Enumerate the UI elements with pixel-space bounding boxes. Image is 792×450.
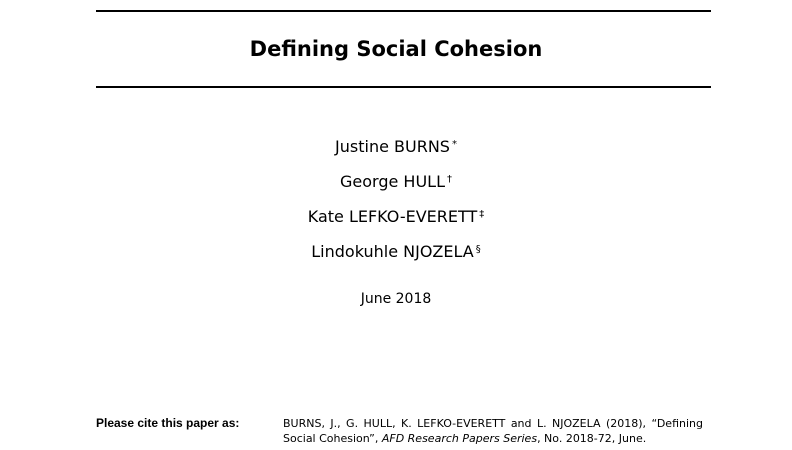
citation-text-part1: BURNS, J., G. HULL, K. LEFKO-EVERETT and L. NJOZELA (2018), “Defining Social Cohesion”,	[283, 417, 703, 445]
author-4	[0, 239, 792, 274]
paper-title: Defining Social Cohesion	[249, 37, 543, 61]
author-name: George HULL	[340, 172, 445, 191]
author-name: Justine BURNS	[335, 137, 450, 156]
citation-text-part2: , No. 2018-72, June.	[537, 432, 647, 445]
author-footnote-mark[interactable]: †	[446, 174, 452, 185]
citation-text	[283, 416, 703, 446]
author-footnote-mark[interactable]: *	[451, 139, 457, 150]
author-name: Kate LEFKO-EVERETT	[307, 207, 478, 226]
author-footnote-mark[interactable]: ‡	[479, 209, 485, 220]
citation-series: AFD Research Papers Series	[381, 432, 538, 445]
author-footnote-mark[interactable]: §	[475, 244, 481, 255]
author-1	[0, 134, 792, 169]
author-list	[0, 134, 792, 274]
publication-date: June 2018	[360, 291, 432, 307]
author-name: Lindokuhle NJOZELA	[311, 242, 474, 261]
citation-label: Please cite this paper as:	[96, 416, 240, 430]
top-rule	[96, 10, 711, 12]
title-bottom-rule	[96, 86, 711, 88]
author-2	[0, 169, 792, 204]
author-3	[0, 204, 792, 239]
